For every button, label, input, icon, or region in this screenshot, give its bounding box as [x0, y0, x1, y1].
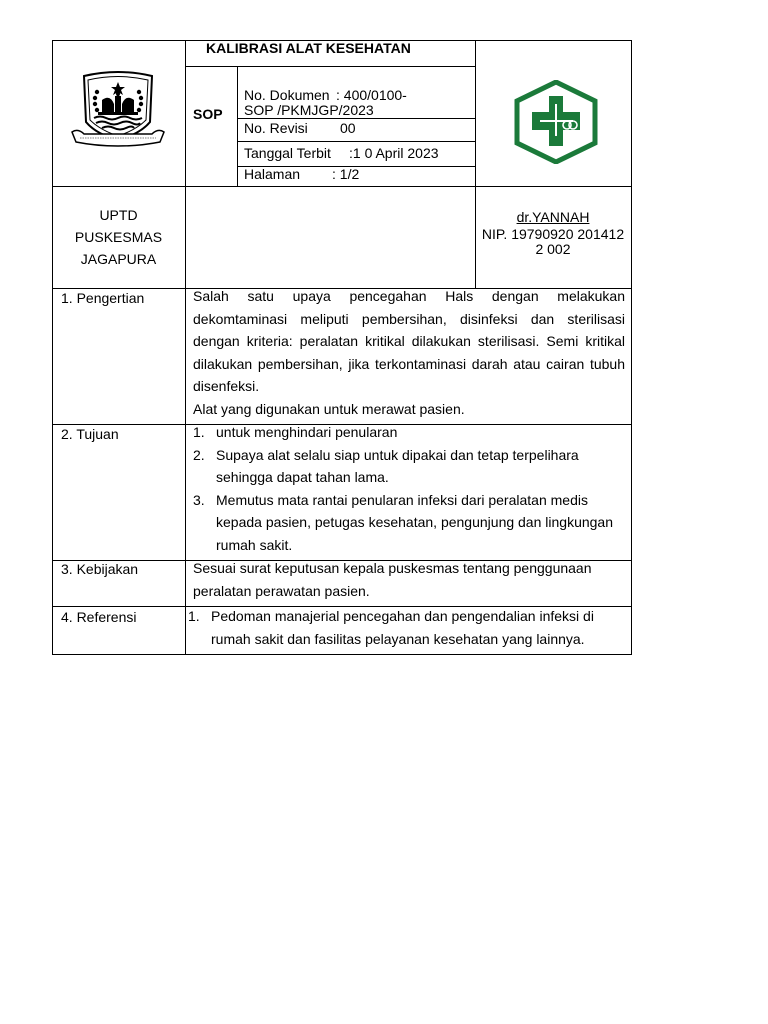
header-bottom-border: [52, 186, 632, 187]
issue-date-value: :1 0 April 2023: [349, 145, 439, 161]
list-item: [188, 605, 629, 650]
label-column-divider: [185, 40, 186, 655]
doc-no-divider: [237, 118, 475, 119]
revision-label: No. Revisi: [244, 120, 308, 136]
list-item-text: Memutus mata rantai penularan infeksi dari peralatan medis kepada pasien, petugas kesehatan, pengunjung dan lingkungan rumah sakit.: [216, 491, 613, 553]
table-border-left: [52, 40, 53, 655]
pengertian-label: 1. Pengertian: [61, 290, 145, 306]
pengertian-text-2: Alat yang digunakan untuk merawat pasien.: [193, 401, 465, 417]
doc-no-label: No. Dokumen: [244, 87, 330, 103]
tujuan-list: [193, 421, 625, 556]
revision-divider: [237, 141, 475, 142]
revision-value: 00: [340, 120, 356, 136]
regional-emblem-icon: [70, 70, 166, 154]
page-value: : 1/2: [332, 166, 360, 182]
issue-date-label: Tanggal Terbit: [244, 145, 331, 161]
signatory-nip-line1: NIP. 19790920 201412: [481, 226, 625, 242]
list-item: [193, 444, 625, 489]
list-item-text: Supaya alat selalu siap untuk dipakai dan tetap terpelihara sehingga dapat tahan lama.: [216, 446, 579, 485]
table-border-bottom: [52, 654, 632, 655]
table-border-right: [631, 40, 632, 655]
org-line-3: JAGAPURA: [80, 251, 157, 267]
pengertian-text: Salah satu upaya pencegahan Hals dengan melakukan dekomtaminasi meliputi pembersihan, disinfeksi dan sterilisasi dengan kriteria: peralatan kritikal dilakukan sterilisasi. Semi kritikal dilakukan pembersihan, jika terkontaminasi darah atau cairan tubuh disenfeksi.: [193, 288, 625, 394]
document-title: KALIBRASI ALAT KESEHATAN: [206, 40, 411, 56]
list-item-number: 2.: [193, 446, 205, 463]
signatory-name: dr.YANNAH: [516, 209, 590, 225]
title-divider: [185, 66, 475, 67]
sop-column-divider: [237, 66, 238, 187]
referensi-label: 4. Referensi: [61, 609, 137, 625]
kebijakan-text: Sesuai surat keputusan kepala puskesmas tentang penggunaan peralatan perawatan pasien.: [193, 560, 592, 599]
list-item: [193, 421, 625, 444]
org-line-1: UPTD: [99, 207, 138, 223]
doc-no-value: : 400/0100-: [336, 87, 407, 103]
org-line-2: PUSKESMAS: [74, 229, 163, 245]
page-label: Halaman: [244, 166, 301, 182]
kebijakan-label: 3. Kebijakan: [61, 561, 139, 577]
list-item-number: 1.: [188, 608, 200, 624]
list-item: [193, 489, 625, 557]
list-item-text: Pedoman manajerial pencegahan dan pengendalian infeksi di rumah sakit dan fasilitas pelayanan kesehatan yang lainnya.: [211, 608, 594, 647]
referensi-list: [188, 605, 629, 650]
list-item-number: 1.: [193, 424, 205, 440]
doc-no-value-line2: SOP /PKMJGP/2023: [244, 102, 374, 118]
sop-label: SOP: [193, 106, 223, 122]
list-item-number: 3.: [193, 491, 205, 508]
list-item-text: untuk menghindari penularan: [216, 424, 398, 440]
puskesmas-logo-icon: [513, 80, 599, 164]
tujuan-label: 2. Tujuan: [61, 426, 119, 442]
signatory-nip-line2: 2 002: [535, 241, 571, 257]
